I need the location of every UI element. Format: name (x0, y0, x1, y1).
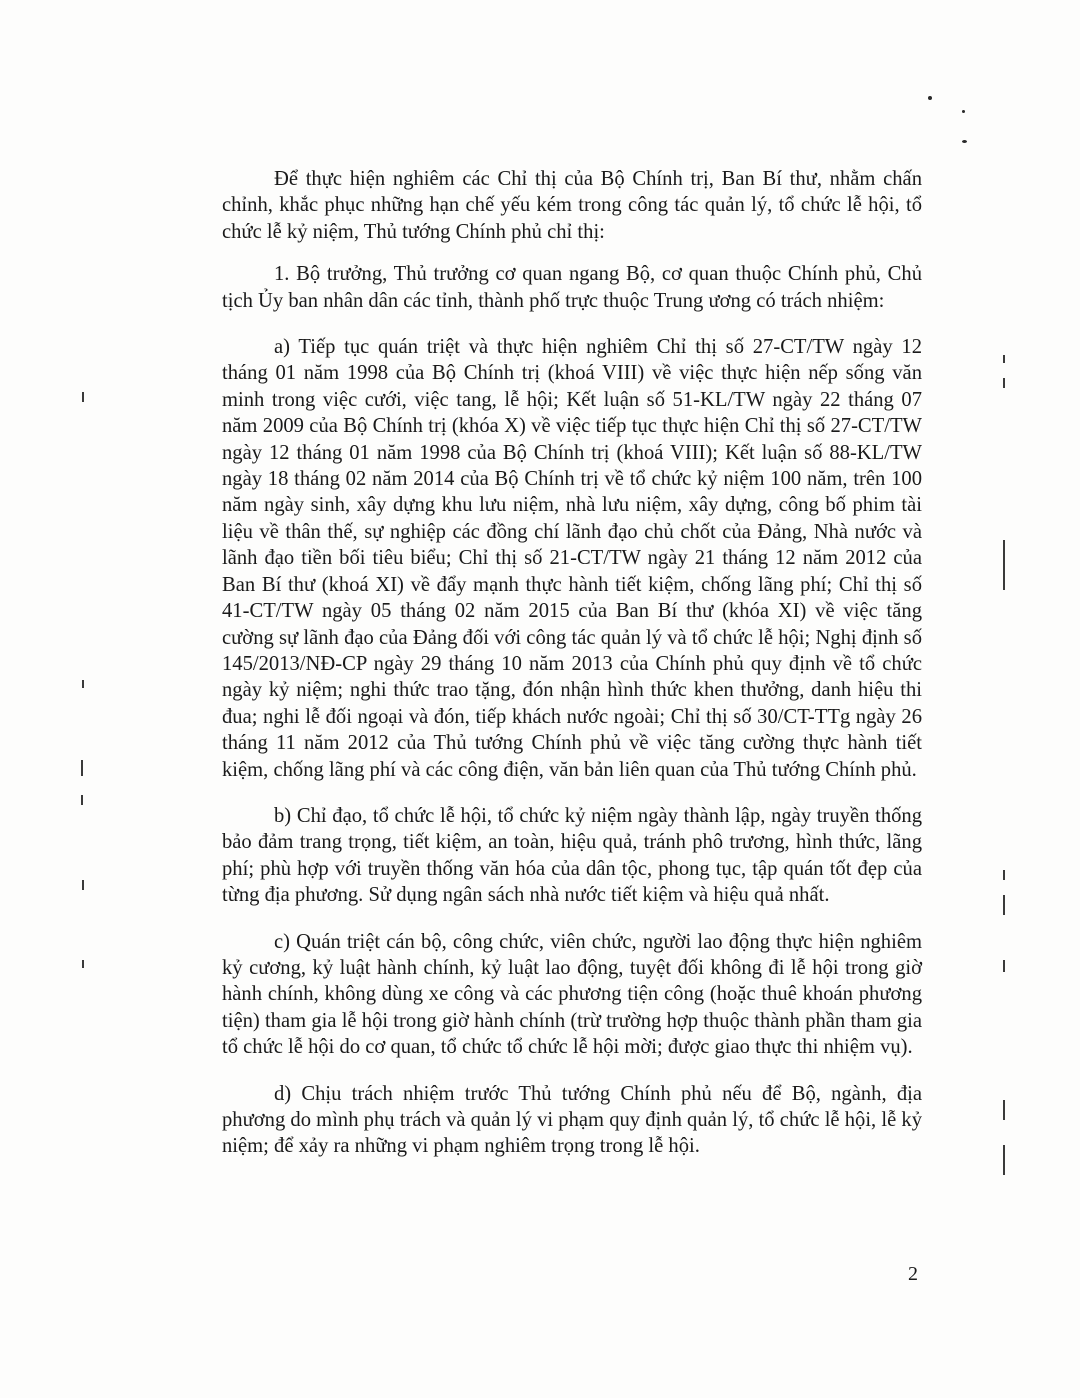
scan-edge-mark (82, 880, 84, 890)
scan-edge-mark (81, 760, 83, 776)
scan-edge-mark (1003, 540, 1005, 590)
scan-edge-mark (1003, 960, 1005, 972)
scan-edge-mark (1003, 1100, 1005, 1120)
scan-edge-mark (1003, 870, 1005, 880)
item-b-paragraph: b) Chỉ đạo, tổ chức lễ hội, tổ chức kỷ niệm ngày thành lập, ngày truyền thống bảo đảm trang trọng, tiết kiệm, an toàn, hiệu quả, tránh phô trương, hình thức, lãng phí; phù hợp với truyền thống văn hóa của dân tộc, phong tục, tập quán tốt đẹp của từng địa phương. Sử dụng ngân sách nhà nước tiết kiệm và hiệu quả nhất. (222, 804, 922, 907)
scan-speck (962, 140, 967, 143)
item-d-paragraph: d) Chịu trách nhiệm trước Thủ tướng Chính phủ nếu để Bộ, ngành, địa phương do mình phụ trách và quản lý vi phạm quy định quản lý, tổ chức lễ hội, lễ kỷ niệm; để xảy ra những vi phạm nghiêm trọng trong lễ hội. (222, 1082, 922, 1158)
document-body (222, 166, 922, 1160)
scan-speck (928, 96, 932, 100)
scan-edge-mark (81, 795, 83, 805)
page-number: 2 (908, 1263, 918, 1285)
scan-edge-mark (82, 960, 84, 968)
scan-edge-mark (1003, 1145, 1005, 1175)
item-c-paragraph: c) Quán triệt cán bộ, công chức, viên chức, người lao động thực hiện nghiêm kỷ cương, kỷ luật hành chính, kỷ luật lao động, tuyệt đối không đi lễ hội trong giờ hành chính, không dùng xe công và các phương tiện công (hoặc thuê khoán phương tiện) tham gia lễ hội trong giờ hành chính (trừ trường hợp thuộc thành phần tham gia tổ chức lễ hội do cơ quan, tổ chức tổ chức lễ hội mời; được giao thực thi nhiệm vụ). (222, 930, 922, 1059)
scan-edge-mark (1003, 895, 1005, 915)
intro-paragraph: Để thực hiện nghiêm các Chỉ thị của Bộ Chính trị, Ban Bí thư, nhằm chấn chỉnh, khắc phục những hạn chế yếu kém trong công tác quản lý, tổ chức lễ hội, tổ chức lễ kỷ niệm, Thủ tướng Chính phủ chỉ thị: (222, 168, 922, 243)
scan-edge-mark (82, 680, 84, 688)
item-a-paragraph: a) Tiếp tục quán triệt và thực hiện nghiêm Chỉ thị số 27-CT/TW ngày 12 tháng 01 năm 1998 của Bộ Chính trị (khoá VIII) về việc thực hiện nếp sống văn minh trong việc cưới, việc tang, lễ hội; Kết luận số 51-KL/TW ngày 22 tháng 07 năm 2009 của Bộ Chính trị (khóa X) về việc tiếp tục thực hiện Chỉ thị số 27-CT/TW ngày 12 tháng 01 năm 1998 của Bộ Chính trị (khoá VIII); Kết luận số 88-KL/TW ngày 18 tháng 02 năm 2014 của Bộ Chính trị về tổ chức kỷ niệm 100 năm, trên 100 năm ngày sinh, xây dựng khu lưu niệm, nhà lưu niệm, xây dựng, công bố phim tài liệu về thân thế, sự nghiệp các đồng chí lãnh đạo chủ chốt của Đảng, Nhà nước và lãnh đạo tiền bối tiêu biểu; Chỉ thị số 21-CT/TW ngày 21 tháng 12 năm 2012 của Ban Bí thư (khoá XI) về đẩy mạnh thực hành tiết kiệm, chống lãng phí; Chỉ thị số 41-CT/TW ngày 05 tháng 02 năm 2015 của Ban Bí thư (khóa XI) về việc tăng cường sự lãnh đạo của Đảng đối với công tác quản lý và tổ chức lễ hội; Nghị định số 145/2013/NĐ-CP ngày 29 tháng 10 năm 2013 của Chính phủ quy định về tổ chức ngày kỷ niệm; nghi thức trao tặng, đón nhận hình thức khen thưởng, danh hiệu thi đua; nghi lễ đối ngoại và đón, tiếp khách nước ngoài; Chỉ thị số 30/CT-TTg ngày 26 tháng 11 năm 2012 của Thủ tướng Chính phủ về việc tăng cường thực hành tiết kiệm, chống lãng phí và các công điện, văn bản liên quan của Thủ tướng Chính phủ. (222, 336, 922, 781)
scan-edge-mark (1003, 378, 1005, 388)
item-1-paragraph: 1. Bộ trưởng, Thủ trưởng cơ quan ngang Bộ, cơ quan thuộc Chính phủ, Chủ tịch Ủy ban nhân dân các tỉnh, thành phố trực thuộc Trung ương có trách nhiệm: (222, 263, 922, 312)
scan-edge-mark (82, 392, 84, 402)
scan-speck (962, 110, 965, 113)
scan-edge-mark (1003, 355, 1005, 363)
